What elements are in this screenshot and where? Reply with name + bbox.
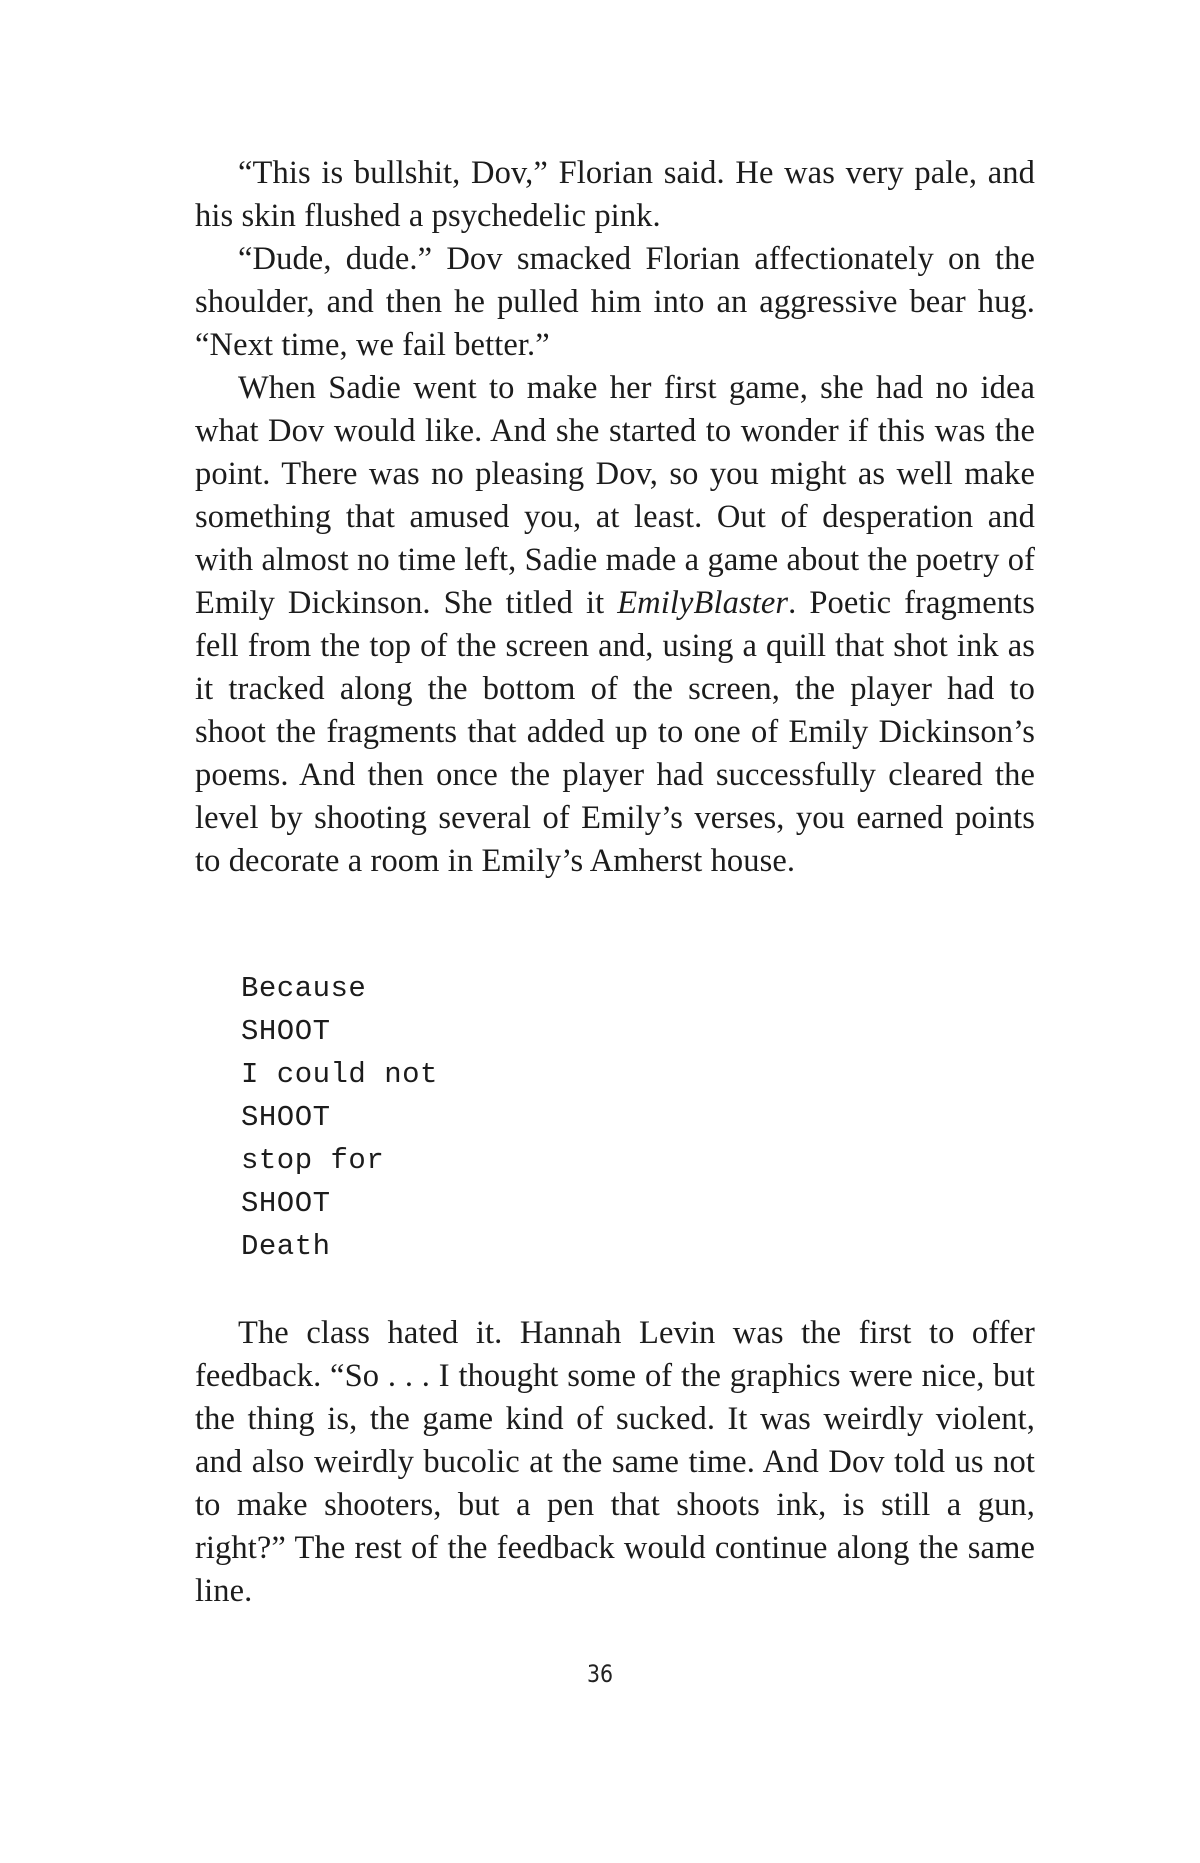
- paragraph-text-after-title: . Poetic fragments fell from the top of the screen and, using a quill that shot ink as it tracked along the bottom of the screen, the player had to shoot the fragments that added up to one of Emily Dickinson’s poems. And then once the player had successfully cleared the level by shooting several of Emily’s verses, you earned points to decorate a room in Emily’s Amherst house.: [195, 585, 1035, 879]
- paragraph-florian: “This is bullshit, Dov,” Florian said. He was very pale, and his skin flushed a psychedelic pink.: [195, 155, 1035, 234]
- paragraph-sadie-game: [195, 367, 1035, 883]
- page-number: 36: [587, 1660, 613, 1688]
- poem-line: Death: [241, 1230, 331, 1263]
- game-title: EmilyBlaster: [617, 585, 789, 621]
- paragraph-class-feedback: The class hated it. Hannah Levin was the first to offer feedback. “So . . . I thought some of the graphics were nice, but the thing is, the game kind of sucked. It was weirdly violent, and also weirdly bucolic at the same time. And Dov told us not to make shooters, but a pen that shoots ink, is still a gun, right?” The rest of the feedback would continue along the same line.: [195, 1315, 1035, 1609]
- poem-line: SHOOT: [241, 1101, 331, 1134]
- body-text-top: [195, 152, 1035, 883]
- poem-line: SHOOT: [241, 1015, 331, 1048]
- paragraph-text-before-title: When Sadie went to make her first game, she had no idea what Dov would like. And she started to wonder if this was the point. There was no pleasing Dov, so you might as well make something that amused you, at least. Out of desperation and with almost no time left, Sadie made a game about the poetry of Emily Dickinson. She titled it: [195, 370, 1035, 621]
- poem-block: [241, 967, 438, 1268]
- poem-line: stop for: [241, 1144, 385, 1177]
- paragraph-dov-hug: “Dude, dude.” Dov smacked Florian affectionately on the shoulder, and then he pulled him into an aggressive bear hug. “Next time, we fail better.”: [195, 241, 1035, 363]
- poem-line: SHOOT: [241, 1187, 331, 1220]
- poem-line: I could not: [241, 1058, 438, 1091]
- body-text-bottom: [195, 1312, 1035, 1613]
- poem-line: Because: [241, 972, 367, 1005]
